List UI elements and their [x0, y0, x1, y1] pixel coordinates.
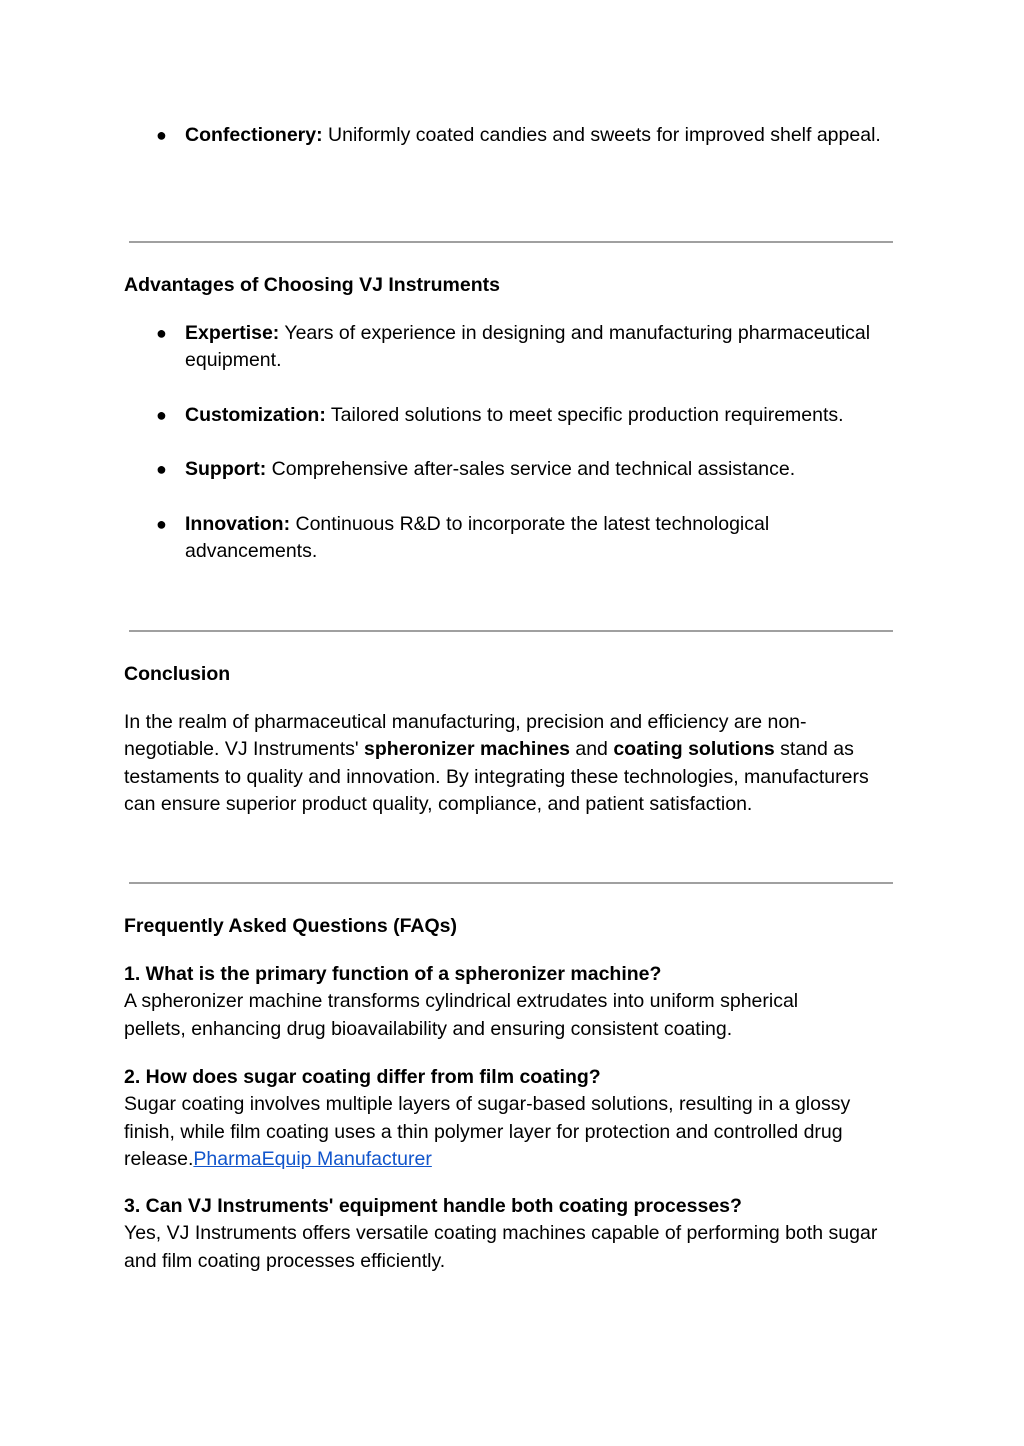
bullet-icon: ● — [156, 405, 167, 425]
faq-answer: Sugar coating involves multiple layers of sugar-based solutions, resulting in a glossy finish, while film coating uses a thin polymer layer for protection and controlled drug release. — [124, 1093, 851, 1171]
list-item-description: Comprehensive after-sales service and technical assistance. — [266, 458, 796, 480]
list-item-text — [185, 456, 901, 483]
list-item-term: Expertise: — [185, 322, 280, 344]
list-item-text — [185, 122, 901, 149]
bullet-icon: ● — [156, 125, 167, 145]
conclusion-bold-term: coating solutions — [613, 738, 775, 761]
horizontal-divider — [129, 241, 893, 243]
faq-item — [124, 1064, 906, 1174]
bullet-icon: ● — [156, 514, 167, 534]
list-item-text — [185, 402, 925, 429]
horizontal-divider — [129, 630, 893, 632]
faq-item — [124, 961, 854, 1043]
faq-item — [124, 1193, 884, 1275]
bullet-icon: ● — [156, 459, 167, 479]
bullet-icon: ● — [156, 323, 167, 343]
faq-question: 3. Can VJ Instruments' equipment handle both coating processes? — [124, 1195, 742, 1217]
faq-question: 1. What is the primary function of a spheronizer machine? — [124, 963, 662, 985]
list-item-description: Tailored solutions to meet specific production requirements. — [325, 404, 844, 426]
section-heading-faqs: Frequently Asked Questions (FAQs) — [124, 915, 458, 937]
list-item-description: Continuous R&D to incorporate the latest technological advancements. — [185, 513, 770, 563]
pharmaequip-manufacturer-link[interactable]: PharmaEquip Manufacturer — [193, 1148, 432, 1171]
list-item-term: Support: — [185, 458, 267, 480]
conclusion-text: and — [569, 738, 614, 761]
horizontal-divider — [129, 882, 893, 884]
list-item-term: Customization: — [185, 404, 326, 426]
section-heading-conclusion: Conclusion — [124, 663, 231, 685]
conclusion-bold-term: spheronizer machines — [364, 738, 570, 761]
conclusion-text: In the realm of pharmaceutical manufacturing, precision and efficiency are non-negotiable. VJ Instruments' — [124, 711, 807, 761]
faq-question: 2. How does sugar coating differ from film coating? — [124, 1066, 601, 1088]
list-item-term: Confectionery: — [185, 124, 323, 146]
list-item-description: Uniformly coated candies and sweets for improved shelf appeal. — [322, 124, 881, 146]
list-item-text — [185, 511, 901, 566]
conclusion-paragraph — [124, 709, 869, 819]
list-item-text — [185, 320, 901, 375]
list-item-term: Innovation: — [185, 513, 291, 535]
section-heading-advantages: Advantages of Choosing VJ Instruments — [124, 274, 500, 296]
conclusion-text: stand as testaments to quality and innovation. By integrating these technologies, manufacturers can ensure superior product quality, compliance, and patient satisfaction. — [124, 738, 869, 816]
faq-answer: Yes, VJ Instruments offers versatile coating machines capable of performing both sugar and film coating processes efficiently. — [124, 1222, 878, 1272]
faq-answer: A spheronizer machine transforms cylindrical extrudates into uniform spherical pellets, enhancing drug bioavailability and ensuring consistent coating. — [124, 990, 799, 1040]
list-item-description: Years of experience in designing and manufacturing pharmaceutical equipment. — [185, 322, 871, 372]
